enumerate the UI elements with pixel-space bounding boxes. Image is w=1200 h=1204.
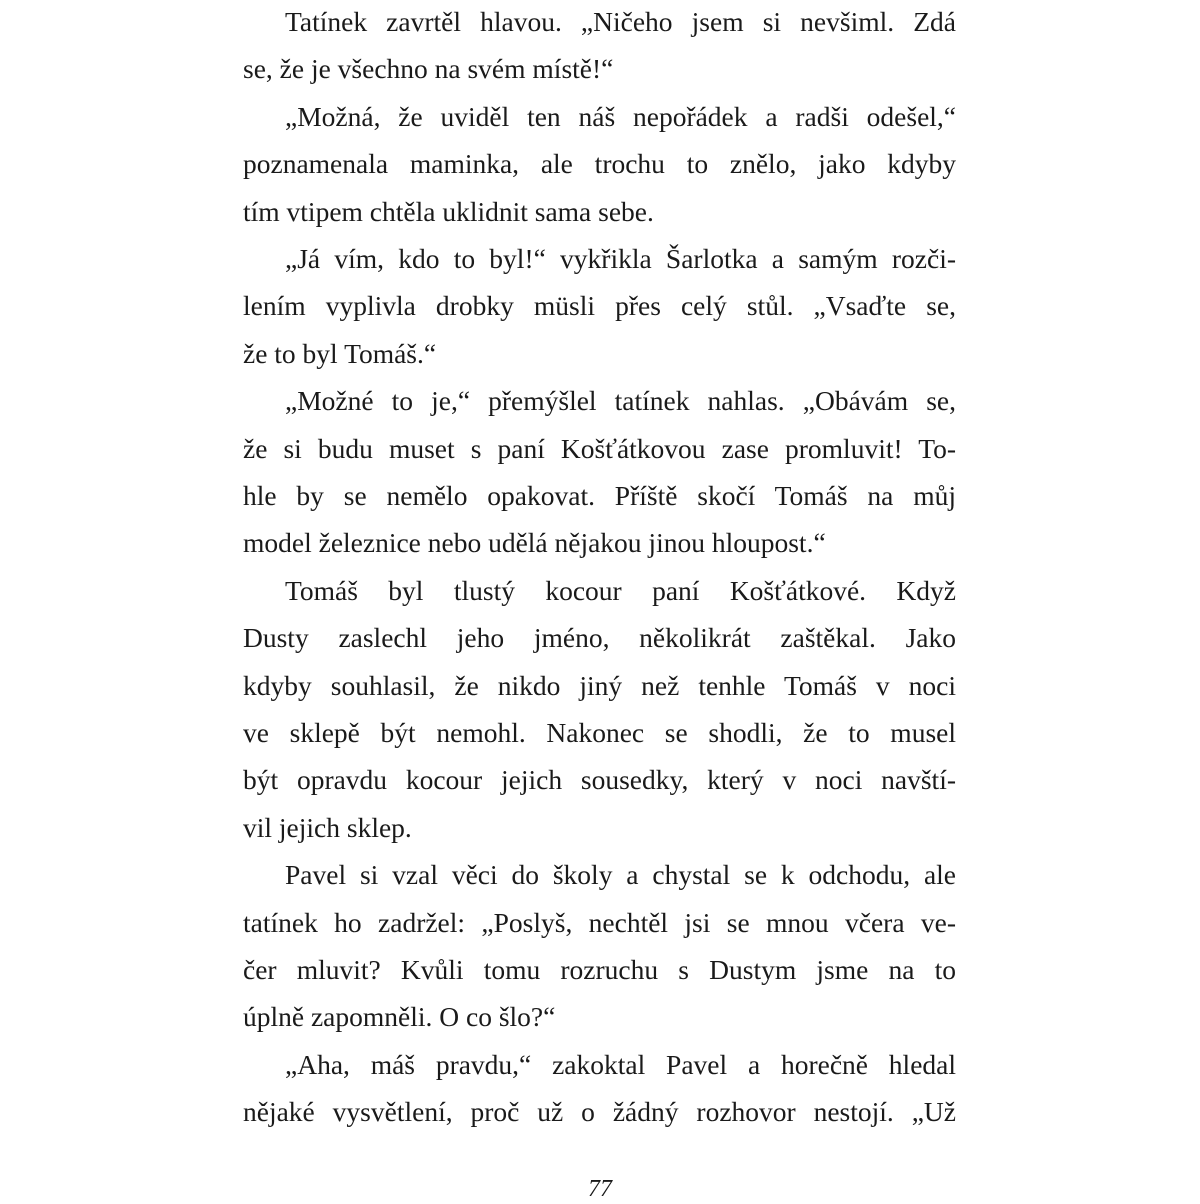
paragraph-line: čer mluvit? Kvůli tomu rozruchu s Dustym jsme na to xyxy=(243,954,956,985)
paragraph-line: se, že je všechno na svém místě!“ xyxy=(243,53,614,85)
page-number: 77 xyxy=(588,1176,612,1202)
paragraph-line: vil jejich sklep. xyxy=(243,811,412,843)
paragraph-line: poznamenala maminka, ale trochu to znělo, jako kdyby xyxy=(243,148,956,180)
paragraph-first-line: Pavel si vzal věci do školy a chystal se k odchodu, ale xyxy=(285,859,956,891)
paragraph-line: že si budu muset s paní Košťátkovou zase promluvit! To- xyxy=(243,432,956,464)
paragraph-first-line: „Možná, že uviděl ten náš nepořádek a radši odešel,“ xyxy=(285,100,956,132)
paragraph-first-line: „Aha, máš pravdu,“ zakoktal Pavel a horečně hledal xyxy=(285,1048,956,1080)
paragraph-line: kdyby souhlasil, že nikdo jiný než tenhle Tomáš v noci xyxy=(243,669,956,701)
paragraph-line: že to byl Tomáš.“ xyxy=(243,337,437,369)
paragraph-first-line: „Já vím, kdo to byl!“ vykřikla Šarlotka a samým rozči- xyxy=(285,243,956,274)
paragraph-line: Dusty zaslechl jeho jméno, několikrát zaštěkal. Jako xyxy=(243,622,956,654)
paragraph-line: být opravdu kocour jejich sousedky, který v noci navští- xyxy=(243,764,956,796)
paragraph-line: úplně zapomněli. O co šlo?“ xyxy=(243,1001,556,1033)
paragraph-line: ve sklepě být nemohl. Nakonec se shodli, že to musel xyxy=(243,717,956,748)
paragraph-line: tatínek ho zadržel: „Poslyš, nechtěl jsi se mnou včera ve- xyxy=(243,906,956,938)
paragraph-line: nějaké vysvětlení, proč už o žádný rozhovor nestojí. „Už xyxy=(243,1096,956,1128)
paragraph-first-line: „Možné to je,“ přemýšlel tatínek nahlas. „Obávám se, xyxy=(285,385,956,417)
paragraph-line: hle by se nemělo opakovat. Příště skočí Tomáš na můj xyxy=(243,480,956,511)
paragraph-line: model železnice nebo udělá nějakou jinou hloupost.“ xyxy=(243,527,826,559)
paragraph-line: lením vyplivla drobky müsli přes celý stůl. „Vsaďte se, xyxy=(243,290,956,322)
paragraph-first-line: Tomáš byl tlustý kocour paní Košťátkové. Když xyxy=(285,574,956,606)
paragraph-first-line: Tatínek zavrtěl hlavou. „Ničeho jsem si nevšiml. Zdá xyxy=(285,6,956,37)
paragraph-line: tím vtipem chtěla uklidnit sama sebe. xyxy=(243,195,654,227)
